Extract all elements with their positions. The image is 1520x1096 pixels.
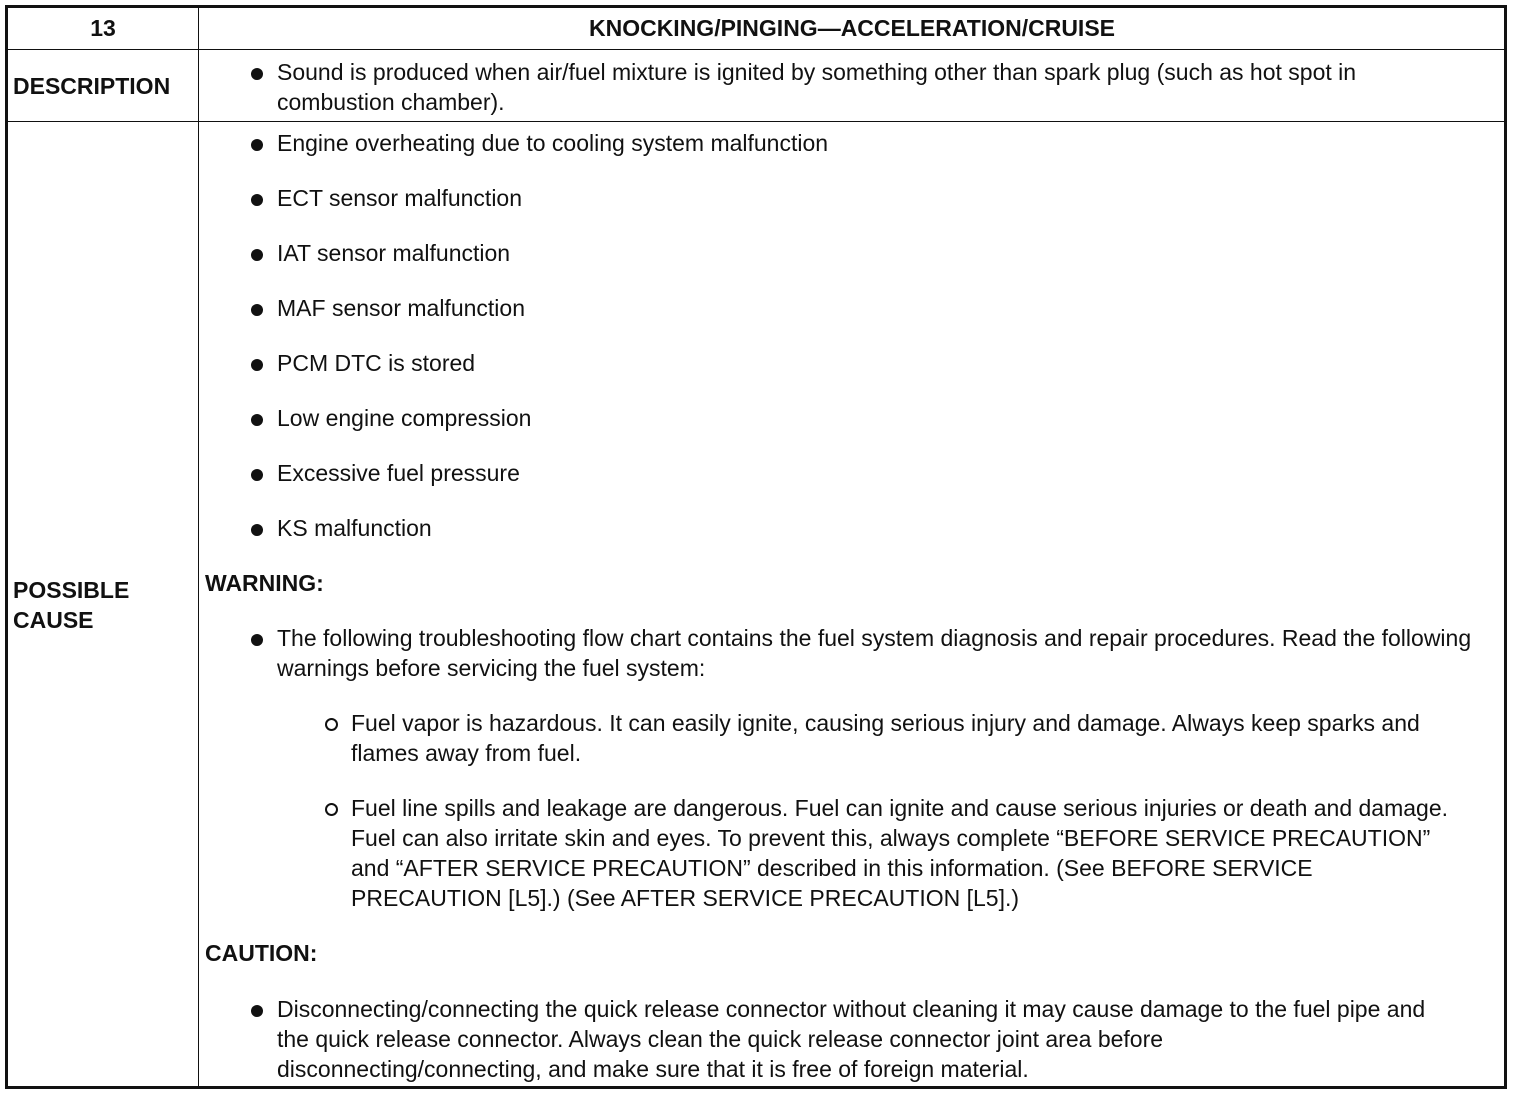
warning-subitem-text: Fuel vapor is hazardous. It can easily ignite, causing serious injury and damage. Always keep sparks and flames away from fuel. (351, 710, 1420, 766)
bullet-icon (245, 994, 269, 1024)
possible-cause-label-line2: CAUSE (13, 607, 94, 633)
bullet-icon (245, 128, 269, 158)
bullet-icon (245, 403, 269, 433)
bullet-icon (245, 348, 269, 378)
description-text: Sound is produced when air/fuel mixture is ignited by something other than spark plug (such as hot spot in combustion chamber). (277, 59, 1357, 115)
cause-text: Excessive fuel pressure (277, 460, 520, 486)
cause-text: MAF sensor malfunction (277, 295, 525, 321)
caution-heading: CAUTION: (205, 940, 318, 966)
warning-heading: WARNING: (205, 570, 324, 596)
caution-text: Disconnecting/connecting the quick release connector without cleaning it may cause damage to the fuel pipe and the quick release connector. Always clean the quick release connector joint area before disconnecting/connecting, and make sure that it is free of foreign material. (277, 996, 1426, 1082)
cause-text: PCM DTC is stored (277, 350, 476, 376)
possible-cause-label (13, 575, 129, 635)
bullet-icon (245, 238, 269, 268)
cause-text: Engine overheating due to cooling system malfunction (277, 130, 829, 156)
cause-text: KS malfunction (277, 515, 432, 541)
row-divider-description (8, 121, 1504, 122)
bullet-icon (245, 293, 269, 323)
symptom-title: KNOCKING/PINGING—ACCELERATION/CRUISE (588, 15, 1116, 41)
step-number: 13 (90, 15, 116, 41)
open-bullet-icon (319, 708, 343, 738)
cause-text: IAT sensor malfunction (277, 240, 511, 266)
bullet-icon (245, 57, 269, 87)
bullet-icon (245, 623, 269, 653)
warning-subitem-text: Fuel line spills and leakage are dangerous. Fuel can ignite and cause serious injuries or death and damage. Fuel can also irritate skin and eyes. To prevent this, always complete “BEFORE SERVICE PRECAUTION” and “AFTER SERVICE PRECAUTION” described in this information. (See BEFORE SERVICE PRECAUTION [L5].) (See AFTER SERVICE PRECAUTION [L5].) (351, 795, 1449, 911)
cause-text: Low engine compression (277, 405, 532, 431)
row-divider-header (8, 49, 1504, 50)
cause-text: ECT sensor malfunction (277, 185, 523, 211)
troubleshooting-table (5, 5, 1507, 1089)
description-label: DESCRIPTION (13, 73, 171, 99)
warning-text: The following troubleshooting flow chart contains the fuel system diagnosis and repair procedures. Read the following warnings before servicing the fuel system: (277, 625, 1472, 681)
open-bullet-icon (319, 793, 343, 823)
bullet-icon (245, 458, 269, 488)
possible-cause-label-line1: POSSIBLE (13, 577, 130, 603)
column-divider (198, 8, 199, 1086)
bullet-icon (245, 513, 269, 543)
bullet-icon (245, 183, 269, 213)
description-item (245, 57, 1477, 119)
